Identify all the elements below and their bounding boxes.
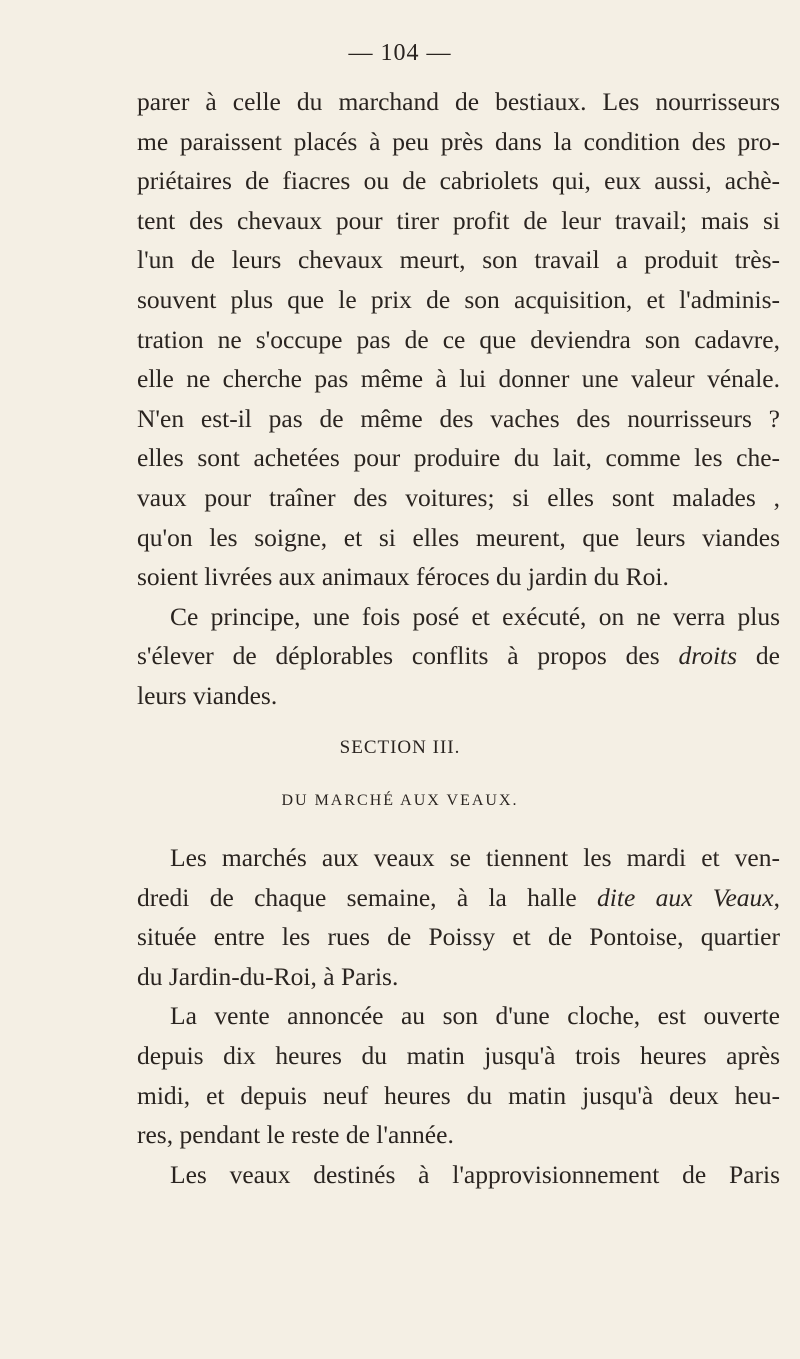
text-fragment: s'élever de déplorables conflits à propos des — [137, 641, 679, 671]
text-line: souvent plus que le prix de son acquisition, et l'adminis- — [137, 284, 780, 314]
text-line: elles sont achetées pour produire du lait, comme les che- — [137, 443, 780, 473]
text-line: parer à celle du marchand de bestiaux. Les nourrisseurs — [137, 87, 780, 116]
text-fragment: , — [773, 882, 780, 912]
text-line: leurs viandes. — [137, 680, 278, 710]
page-number: — 104 — — [348, 40, 452, 66]
text-line: située entre les rues de Poissy et de Pontoise, quartier — [137, 922, 780, 952]
text-line — [137, 878, 780, 918]
text-line: Les veaux destinés à l'approvisionnement de Paris — [170, 1159, 780, 1189]
text-line: du Jardin-du-Roi, à Paris. — [137, 961, 399, 991]
text-line: me paraissent placés à peu près dans la condition des pro- — [137, 126, 780, 156]
text-line: qu'on les soigne, et si elles meurent, que leurs viandes — [137, 522, 780, 552]
text-line: Les marchés aux veaux se tiennent les mardi et ven- — [170, 843, 780, 872]
text-line: depuis dix heures du matin jusqu'à trois heures après — [137, 1040, 780, 1070]
text-fragment: dredi de chaque semaine, à la halle — [137, 882, 598, 912]
text-line: soient livrées aux animaux féroces du jardin du Roi. — [137, 562, 669, 592]
text-line: N'en est-il pas de même des vaches des nourrisseurs ? — [137, 403, 780, 433]
body-text-bottom — [137, 838, 780, 1194]
text-line: l'un de leurs chevaux meurt, son travail a produit très- — [137, 245, 780, 275]
text-line: res, pendant le reste de l'année. — [137, 1120, 454, 1150]
section-subheading: DU MARCHÉ AUX VEAUX. — [281, 792, 519, 809]
text-line: Ce principe, une fois posé et exécuté, on ne verra plus — [170, 601, 780, 631]
body-text-top — [137, 82, 780, 716]
text-line: vaux pour traîner des voitures; si elles sont malades , — [137, 482, 780, 512]
text-line: priétaires de fiacres ou de cabriolets qui, eux aussi, achè- — [137, 166, 780, 196]
text-line: midi, et depuis neuf heures du matin jusqu'à deux heu- — [137, 1080, 780, 1110]
text-line: elle ne cherche pas même à lui donner une valeur vénale. — [137, 364, 780, 394]
text-fragment: de — [737, 641, 780, 671]
text-line: La vente annoncée au son d'une cloche, est ouverte — [170, 1001, 780, 1031]
section-heading: SECTION III. — [339, 737, 461, 758]
text-line: tration ne s'occupe pas de ce que deviendra son cadavre, — [137, 324, 780, 354]
italic-word: droits — [678, 641, 738, 671]
text-line — [137, 636, 780, 676]
italic-phrase: dite aux Veaux — [597, 882, 774, 912]
text-line: tent des chevaux pour tirer profit de leur travail; mais si — [137, 205, 780, 235]
